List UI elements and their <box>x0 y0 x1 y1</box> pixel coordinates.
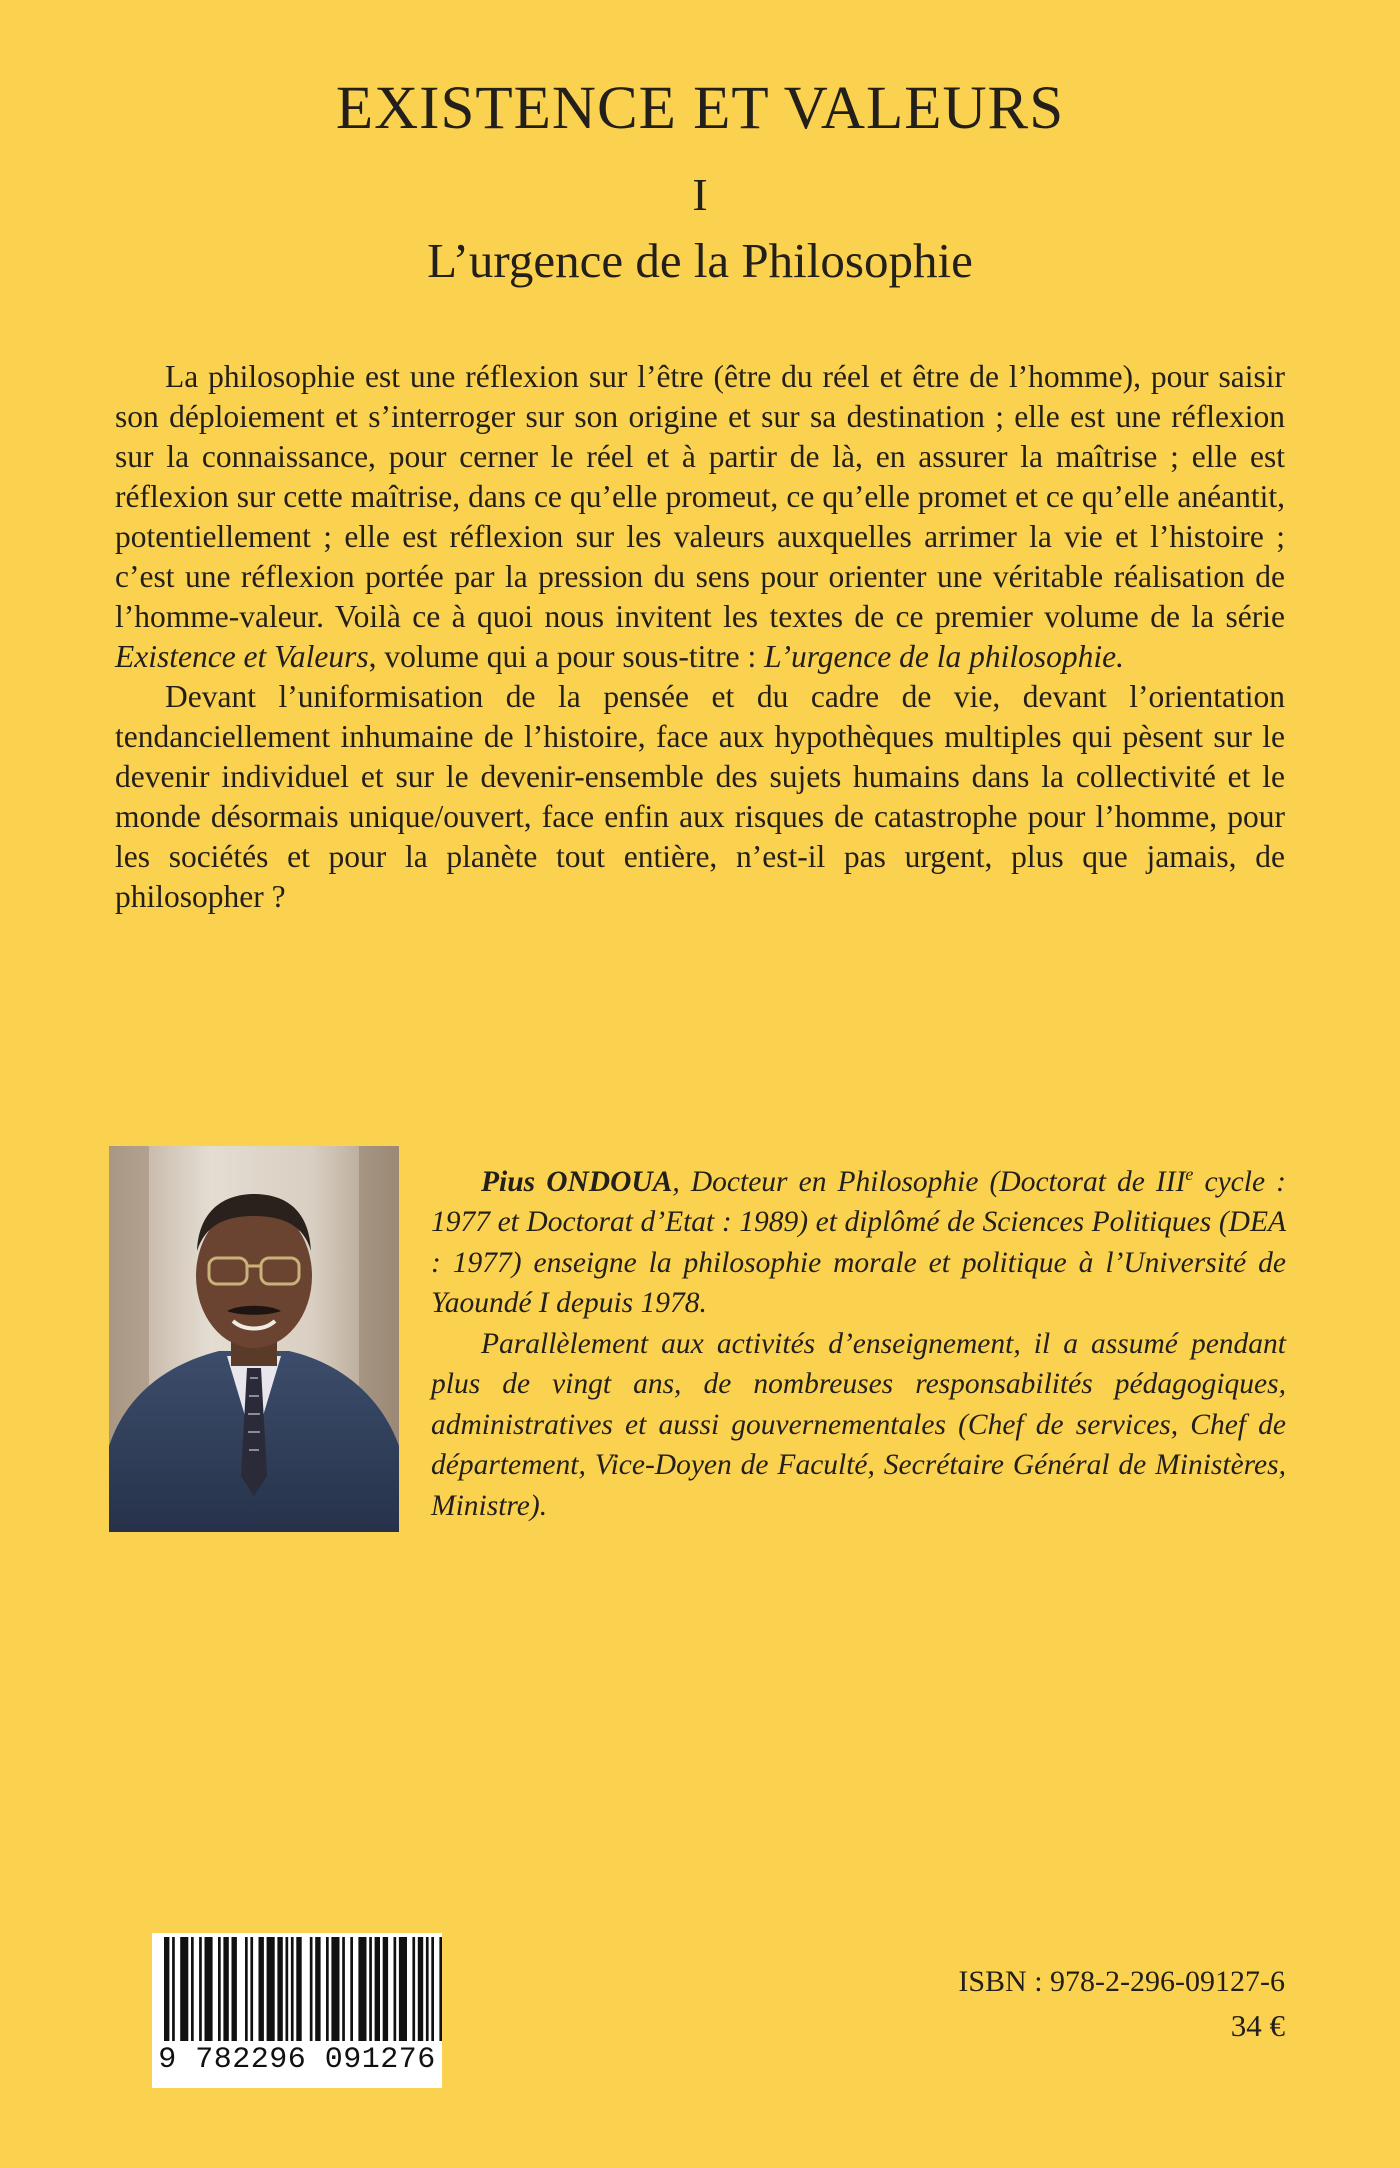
author-bio-superscript: e <box>1185 1164 1194 1184</box>
barcode-bar <box>277 1937 282 2041</box>
author-photo <box>109 1146 399 1532</box>
summary-paragraph-2: Devant l’uniformisation de la pensée et du cadre de vie, devant l’orientation tendanciellement inhumaine de l’histoire, face aux hypothèques multiples qui pèsent sur le devenir individuel et sur le devenir-ensemble des sujets humains dans la collectivité et le monde désormais unique/ouvert, face enfin aux risques de catastrophe pour l’homme, pour les sociétés et pour la planète tout entière, n’est-il pas urgent, plus que jamais, de philosopher ? <box>115 679 1285 914</box>
author-bio-paragraph-1 <box>431 1154 1286 1324</box>
barcode-bar <box>164 1937 169 2041</box>
barcode-bar <box>326 1937 329 2041</box>
barcode-bar <box>205 1937 213 2041</box>
barcode-bar <box>259 1937 264 2041</box>
summary-text <box>115 357 1285 917</box>
subtitle-reference: L’urgence de la philosophie. <box>764 639 1124 674</box>
barcode-bar <box>232 1937 237 2041</box>
barcode <box>152 1933 442 2088</box>
summary-paragraph-1-text: La philosophie est une réflexion sur l’être (être du réel et être de l’homme), pour saisir son déploiement et s’interroger sur son origine et sur sa destination ; elle est une réflexion sur la connaissance, pour cerner le réel et à partir de là, en assurer la maîtrise ; elle est réflexion sur cette maîtrise, dans ce qu’elle promeut, ce qu’elle promet et ce qu’elle anéantit, potentiellement ; elle est réflexion sur les valeurs auxquelles arrimer la vie et l’histoire ; c’est une réflexion portée par la pression du sens pour orienter une véritable réalisation de l’homme-valeur. Voilà ce à quoi nous invitent les textes de ce premier volume de la série <box>115 359 1285 634</box>
barcode-bar <box>358 1937 366 2041</box>
volume-number: I <box>692 169 708 220</box>
barcode-bar <box>191 1937 194 2041</box>
barcode-bar <box>199 1937 202 2041</box>
book-subtitle: L’urgence de la Philosophie <box>427 233 973 288</box>
author-bio-text-1a: , Docteur en Philosophie (Doctorat de III <box>672 1165 1186 1198</box>
author-bio-paragraph-2: Parallèlement aux activités d’enseignement, il a assumé pendant plus de vingt ans, de nombreuses responsabilités pédagogiques, administratives et aussi gouvernementales (Chef de services, Chef de département, Vice-Doyen de Faculté, Secrétaire Général de Ministères, Ministre). <box>431 1327 1286 1522</box>
barcode-digits: 9 782296 091276 <box>158 2043 436 2077</box>
barcode-bar <box>383 1937 388 2041</box>
barcode-bar <box>267 1937 275 2041</box>
barcode-bar <box>418 1937 423 2041</box>
barcode-bar <box>218 1937 221 2041</box>
summary-paragraph-1-middle: , volume qui a pour sous-titre : <box>368 639 765 674</box>
author-portrait-image <box>109 1146 399 1532</box>
barcode-bar <box>342 1937 345 2041</box>
barcode-bar <box>286 1937 289 2041</box>
barcode-bar <box>180 1937 188 2041</box>
barcode-bar <box>426 1937 429 2041</box>
isbn: ISBN : 978-2-296-09127-6 <box>958 1965 1285 1998</box>
barcode-bars <box>152 1933 442 2045</box>
author-bio <box>431 1154 1286 1526</box>
barcode-bar <box>399 1937 407 2041</box>
barcode-bar <box>431 1937 434 2041</box>
price: 34 € <box>1230 2008 1285 2043</box>
barcode-bar <box>394 1937 397 2041</box>
barcode-bar <box>369 1937 372 2041</box>
book-title: EXISTENCE ET VALEURS <box>335 75 1065 142</box>
barcode-bar <box>223 1937 228 2041</box>
series-name: Existence et Valeurs <box>115 639 369 674</box>
barcode-bar <box>315 1937 320 2041</box>
barcode-bar <box>172 1937 175 2041</box>
barcode-bar <box>310 1937 313 2041</box>
barcode-bar <box>291 1937 294 2041</box>
barcode-bar <box>439 1937 442 2041</box>
barcode-bar <box>250 1937 253 2041</box>
barcode-bar <box>350 1937 353 2041</box>
summary-paragraph-1 <box>115 357 1285 677</box>
barcode-bar <box>412 1937 415 2041</box>
author-name: Pius ONDOUA <box>481 1165 673 1198</box>
barcode-bar <box>296 1937 301 2041</box>
author-bio-text-1b: cycle : 1977 et Doctorat d’Etat : 1989) et diplômé de Sciences Politiques (DEA : 1977) enseigne la philosophie morale et politique à l’Université de Yaoundé I depuis 1978. <box>431 1165 1286 1320</box>
barcode-bar <box>245 1937 248 2041</box>
barcode-bar <box>331 1937 339 2041</box>
barcode-bar <box>375 1937 380 2041</box>
